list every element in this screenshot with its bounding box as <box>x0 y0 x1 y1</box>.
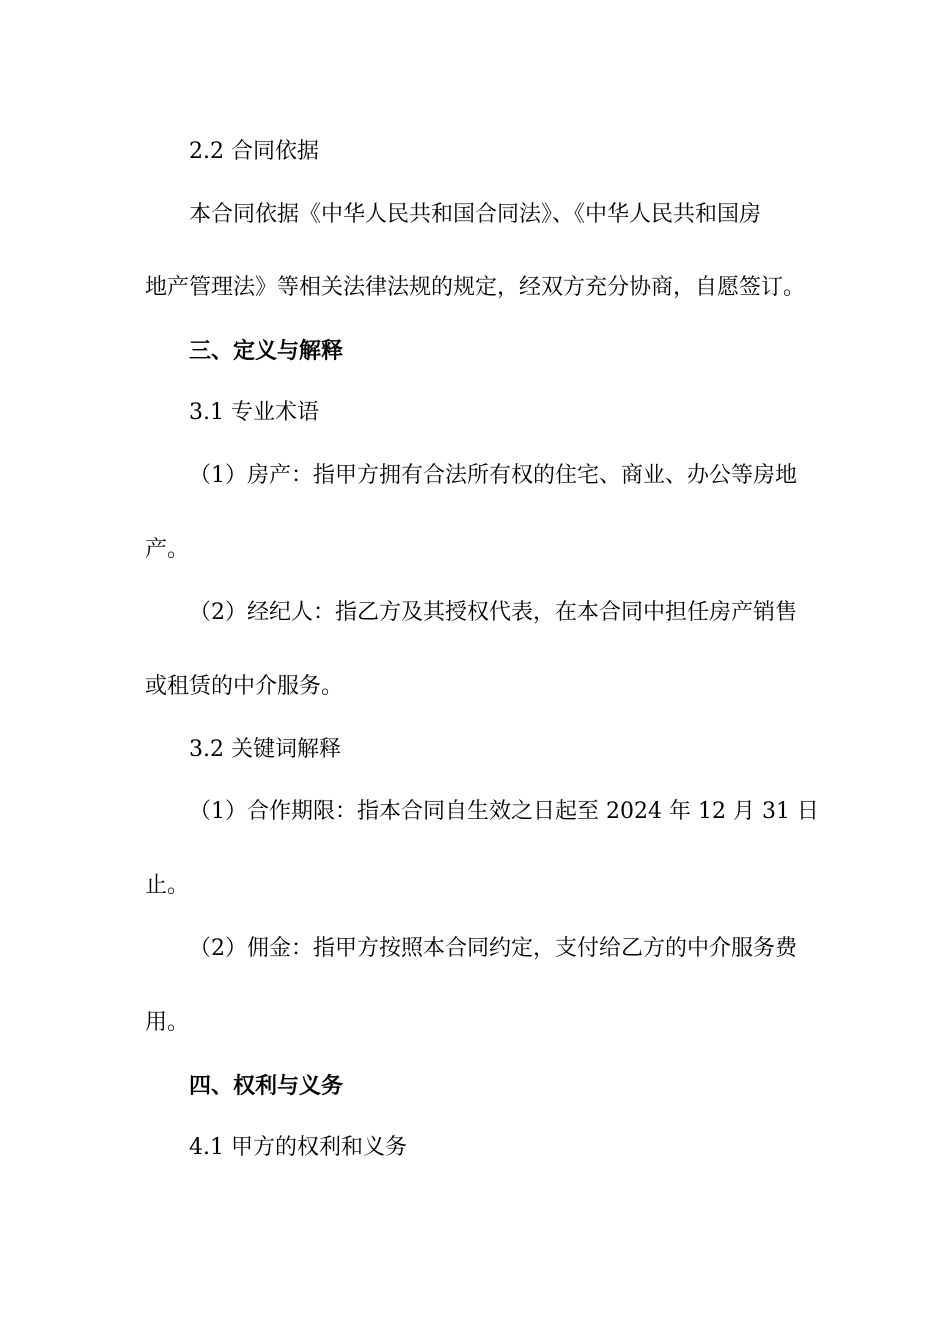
paragraph-line: （2）佣金：指甲方按照本合同约定，支付给乙方的中介服务费 <box>189 936 797 961</box>
paragraph-line: 或租赁的中介服务。 <box>145 674 344 699</box>
section-2-2-heading: 2.2 合同依据 <box>189 139 319 164</box>
paragraph-line: 止。 <box>145 873 190 898</box>
section-4-heading: 四、权利与义务 <box>189 1073 344 1099</box>
section-4-1-heading: 4.1 甲方的权利和义务 <box>189 1135 407 1160</box>
paragraph-line: 本合同依据《中华人民共和国合同法》、《中华人民共和国房 <box>189 202 762 227</box>
paragraph-line: 产。 <box>145 537 190 562</box>
section-3-2-heading: 3.2 关键词解释 <box>189 737 341 762</box>
paragraph-line: （2）经纪人：指乙方及其授权代表，在本合同中担任房产销售 <box>189 600 797 625</box>
section-3-1-heading: 3.1 专业术语 <box>189 400 319 425</box>
paragraph-line: 用。 <box>145 1010 190 1035</box>
paragraph-line: 地产管理法》等相关法律法规的规定，经双方充分协商，自愿签订。 <box>145 275 806 300</box>
paragraph-line: （1）房产：指甲方拥有合法所有权的住宅、商业、办公等房地 <box>189 463 797 488</box>
section-3-heading: 三、定义与解释 <box>189 338 344 364</box>
paragraph-line: （1）合作期限：指本合同自生效之日起至 2024 年 12 月 31 日 <box>189 799 819 824</box>
